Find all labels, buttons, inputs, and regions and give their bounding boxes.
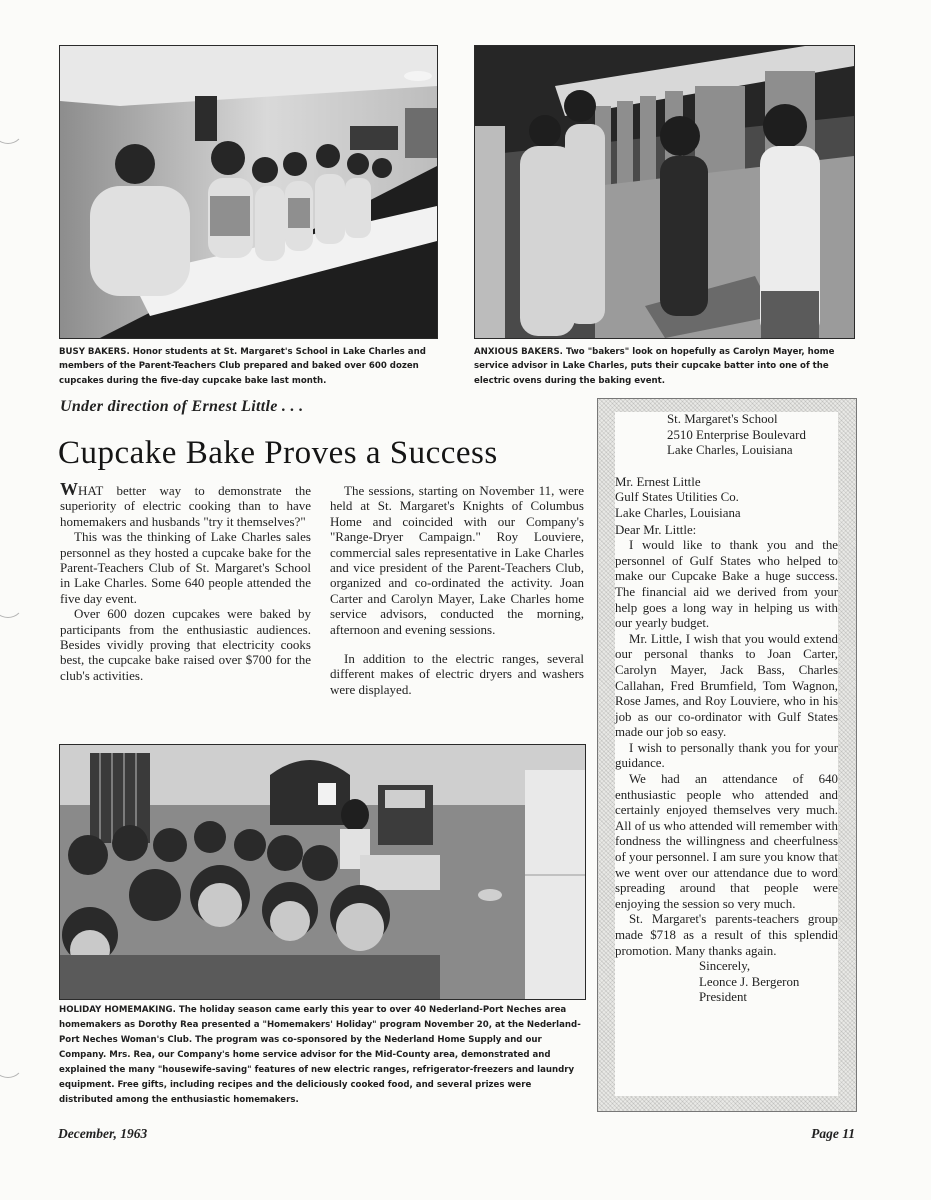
drop-cap: W [60, 479, 78, 499]
caption-lead: BUSY BAKERS. [59, 347, 130, 357]
caption-busy-bakers [59, 345, 439, 388]
caption-text: Honor students at St. Margaret's School in Lake Charles and members of the Parent-Teachers Club prepared and baked over 600 dozen cupcakes during the five-day cupcake bake last month. [59, 347, 426, 386]
punch-hole-mark [0, 112, 24, 144]
caption-lead: HOLIDAY HOMEMAKING. [59, 1005, 176, 1015]
photo-busy-bakers [59, 45, 438, 339]
caption-lead: ANXIOUS BAKERS. [474, 347, 563, 357]
address-line: Gulf States Utilities Co. [615, 490, 739, 505]
photo-holiday-homemaking [59, 744, 586, 1000]
article-headline: Cupcake Bake Proves a Success [58, 435, 498, 471]
caption-holiday-homemaking [59, 1003, 587, 1108]
article-paragraph: The sessions, starting on November 11, were held at St. Margaret's Knights of Columbus Home and coincided with our Company's "Range-Dryer Campaign." Roy Louviere, commercial sales representative in Lake Charles and vice president of the Parent-Teachers Club, organized and co-ordinated the activity. Joan Carter and Carolyn Mayer, Lake Charles home service advisors, conducted the morning, afternoon and evening sessions. [330, 483, 584, 637]
letter-paragraph: I wish to personally thank you for your guidance. [615, 740, 838, 771]
caption-text: The holiday season came early this year to over 40 Nederland-Port Neches area homemakers as Dorothy Rea presented a "Homemakers' Holiday" program November 20, at the Nederland-Port Neches Woman's Club. The program was co-sponsored by the Nederland Home Supply and our Company. Mrs. Rea, our Company's home service advisor for the Mid-County area, demonstrated and explained the many "housewife-saving" features of new electric ranges, refrigerator-freezers and laundry equipment. Free gifts, including recipes and the deliciously cooked food, and several prizes were distributed among the enthusiastic homemakers. [59, 1005, 581, 1105]
article-paragraph: In addition to the electric ranges, several different makes of electric dryers and washers were displayed. [330, 651, 584, 697]
punch-hole-mark [0, 586, 24, 618]
address-line: St. Margaret's School [667, 412, 778, 426]
article-paragraph: WHAT better way to demonstrate the superiority of electric cooking than to have homemakers and husbands "try it themselves?" [60, 479, 311, 529]
letter-closing: Sincerely, [699, 959, 751, 974]
article-paragraph: This was the thinking of Lake Charles sales personnel as they hosted a cupcake bake for the Parent-Teachers Club of St. Margaret's School in Lake Charles. Some 640 people attended the five day event. [60, 529, 311, 606]
letter-paragraph: Mr. Little, I wish that you would extend our personal thanks to Joan Carter, Carolyn Mayer, Jack Bass, Charles Callahan, Fred Brumfield, Tom Wagnon, Rose James, and Roy Louviere, who in his job as our co-ordinator with Gulf States made our job so easy. [615, 631, 838, 740]
letter-paragraph: St. Margaret's parents-teachers group made $718 as a result of this splendid promotion. Many thanks again. [615, 912, 838, 958]
letter-recipient-address [615, 475, 838, 522]
letter-salutation: Dear Mr. Little: [615, 522, 697, 537]
address-line: Lake Charles, Louisiana [667, 443, 793, 458]
caption-text: Two "bakers" look on hopefully as Carolyn Mayer, home service advisor in Lake Charles, puts their cupcake batter into one of the electric ovens during the baking event. [474, 347, 835, 386]
letter-signer: Leonce J. Bergeron [699, 974, 800, 989]
punch-hole-mark [0, 1046, 24, 1078]
letter-paragraph: We had an attendance of 640 enthusiastic people who attended and certainly enjoyed themselves very much. All of us who attended will remember with fondness the willingness and cheerfulness of your personnel. I am sure you know that we went over our attendance due to word spreading around that people were enjoying the session so very much. [615, 772, 838, 911]
article-column-1 [60, 479, 311, 683]
address-line: Mr. Ernest Little [615, 474, 701, 489]
address-line: Lake Charles, Louisiana [615, 505, 741, 520]
footer-date: December, 1963 [58, 1126, 148, 1141]
letter-signer-title: President [699, 990, 747, 1005]
article-byline: Under direction of Ernest Little . . . [60, 398, 304, 415]
photo-anxious-bakers [474, 45, 855, 339]
caption-anxious-bakers [474, 345, 858, 388]
footer-page-number: Page 11 [811, 1126, 855, 1141]
letter-sender-address [667, 412, 838, 459]
article-column-2 [330, 483, 584, 697]
address-line: 2510 Enterprise Boulevard [667, 427, 806, 442]
letter-signature [699, 959, 838, 1006]
letter-paragraph: I would like to thank you and the personnel of Gulf States who helped to make our Cupcake Bake a huge success. The financial aid we derived from your help goes a long way in helping us with our yearly budget. [615, 538, 838, 631]
thank-you-letter [615, 412, 838, 1096]
article-paragraph: Over 600 dozen cupcakes were baked by participants from the enthusiastic audiences. Besides vividly proving that electricity cooks best, the cupcake bake raised over $700 for the club's activities. [60, 606, 311, 683]
